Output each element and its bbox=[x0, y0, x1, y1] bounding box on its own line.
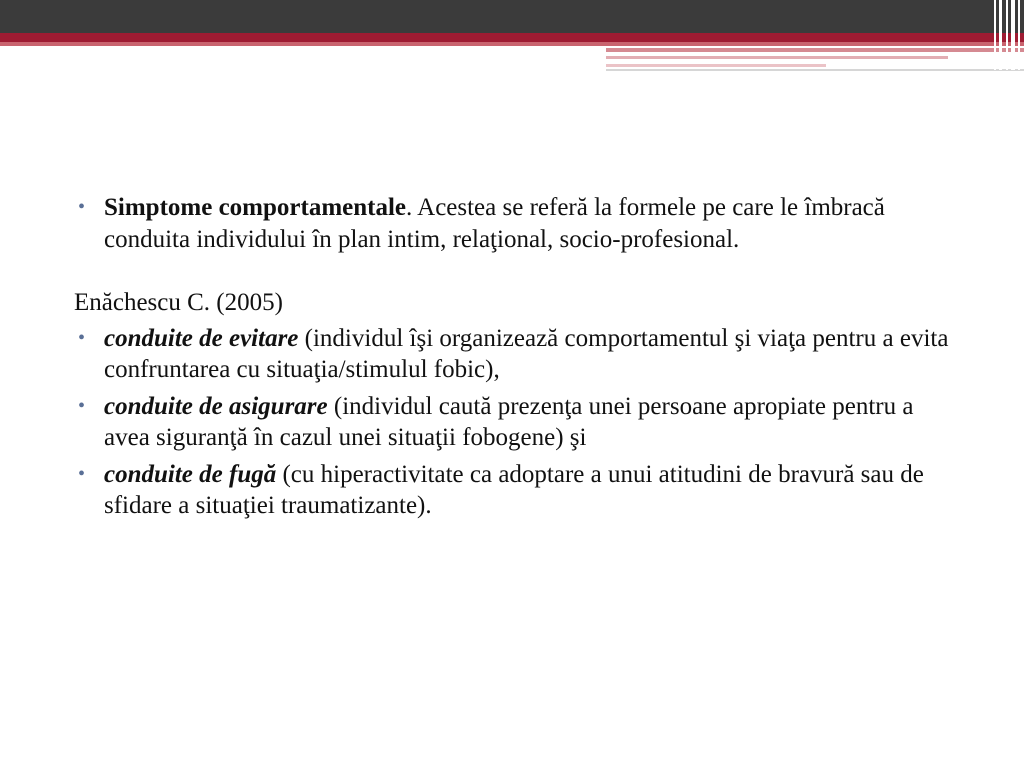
bullet-icon: • bbox=[78, 326, 86, 349]
item-term: conduite de fugă bbox=[104, 460, 277, 488]
spacer bbox=[74, 255, 964, 287]
list-item bbox=[74, 391, 964, 454]
header-dark-bar bbox=[0, 0, 1024, 33]
slide-body bbox=[74, 192, 964, 527]
bullet-icon: • bbox=[78, 196, 86, 218]
header-pink-line bbox=[606, 56, 948, 59]
bullet-icon: • bbox=[78, 462, 86, 485]
item-text: (cu hiperactivitate ca adoptare a unui atitudini de bravură sau de sfidare a situaţiei traumatizante). bbox=[104, 460, 924, 519]
header-vertical-stripes bbox=[984, 0, 1024, 70]
item-term: conduite de evitare bbox=[104, 324, 299, 352]
list-item bbox=[74, 459, 964, 522]
item-text: (individul caută prezenţa unei persoane apropiate pentru a avea siguranţă în cazul unei situaţii fobogene) şi bbox=[104, 392, 914, 451]
header-red-thin-line bbox=[0, 42, 1024, 46]
intro-term: Simptome comportamentale bbox=[104, 194, 407, 221]
header-red-band bbox=[0, 33, 1024, 42]
header-grey-line bbox=[606, 69, 1024, 71]
bullet-icon: • bbox=[78, 394, 86, 417]
intro-list bbox=[74, 192, 964, 255]
list-item bbox=[74, 323, 964, 386]
item-term: conduite de asigurare bbox=[104, 392, 328, 420]
intro-text: . Acestea se referă la formele pe care le îmbracă conduita individului în plan intim, relaţional, socio-profesional. bbox=[104, 194, 885, 253]
header-pink-line bbox=[606, 48, 1024, 52]
reference: Enăchescu C. (2005) bbox=[74, 289, 283, 316]
item-text: (individul îşi organizează comportamentul şi viaţa pentru a evita confruntarea cu situaţia/stimulul fobic), bbox=[104, 324, 949, 383]
conduct-list bbox=[74, 323, 964, 522]
header-pink-line bbox=[606, 64, 826, 67]
list-item bbox=[74, 192, 964, 255]
